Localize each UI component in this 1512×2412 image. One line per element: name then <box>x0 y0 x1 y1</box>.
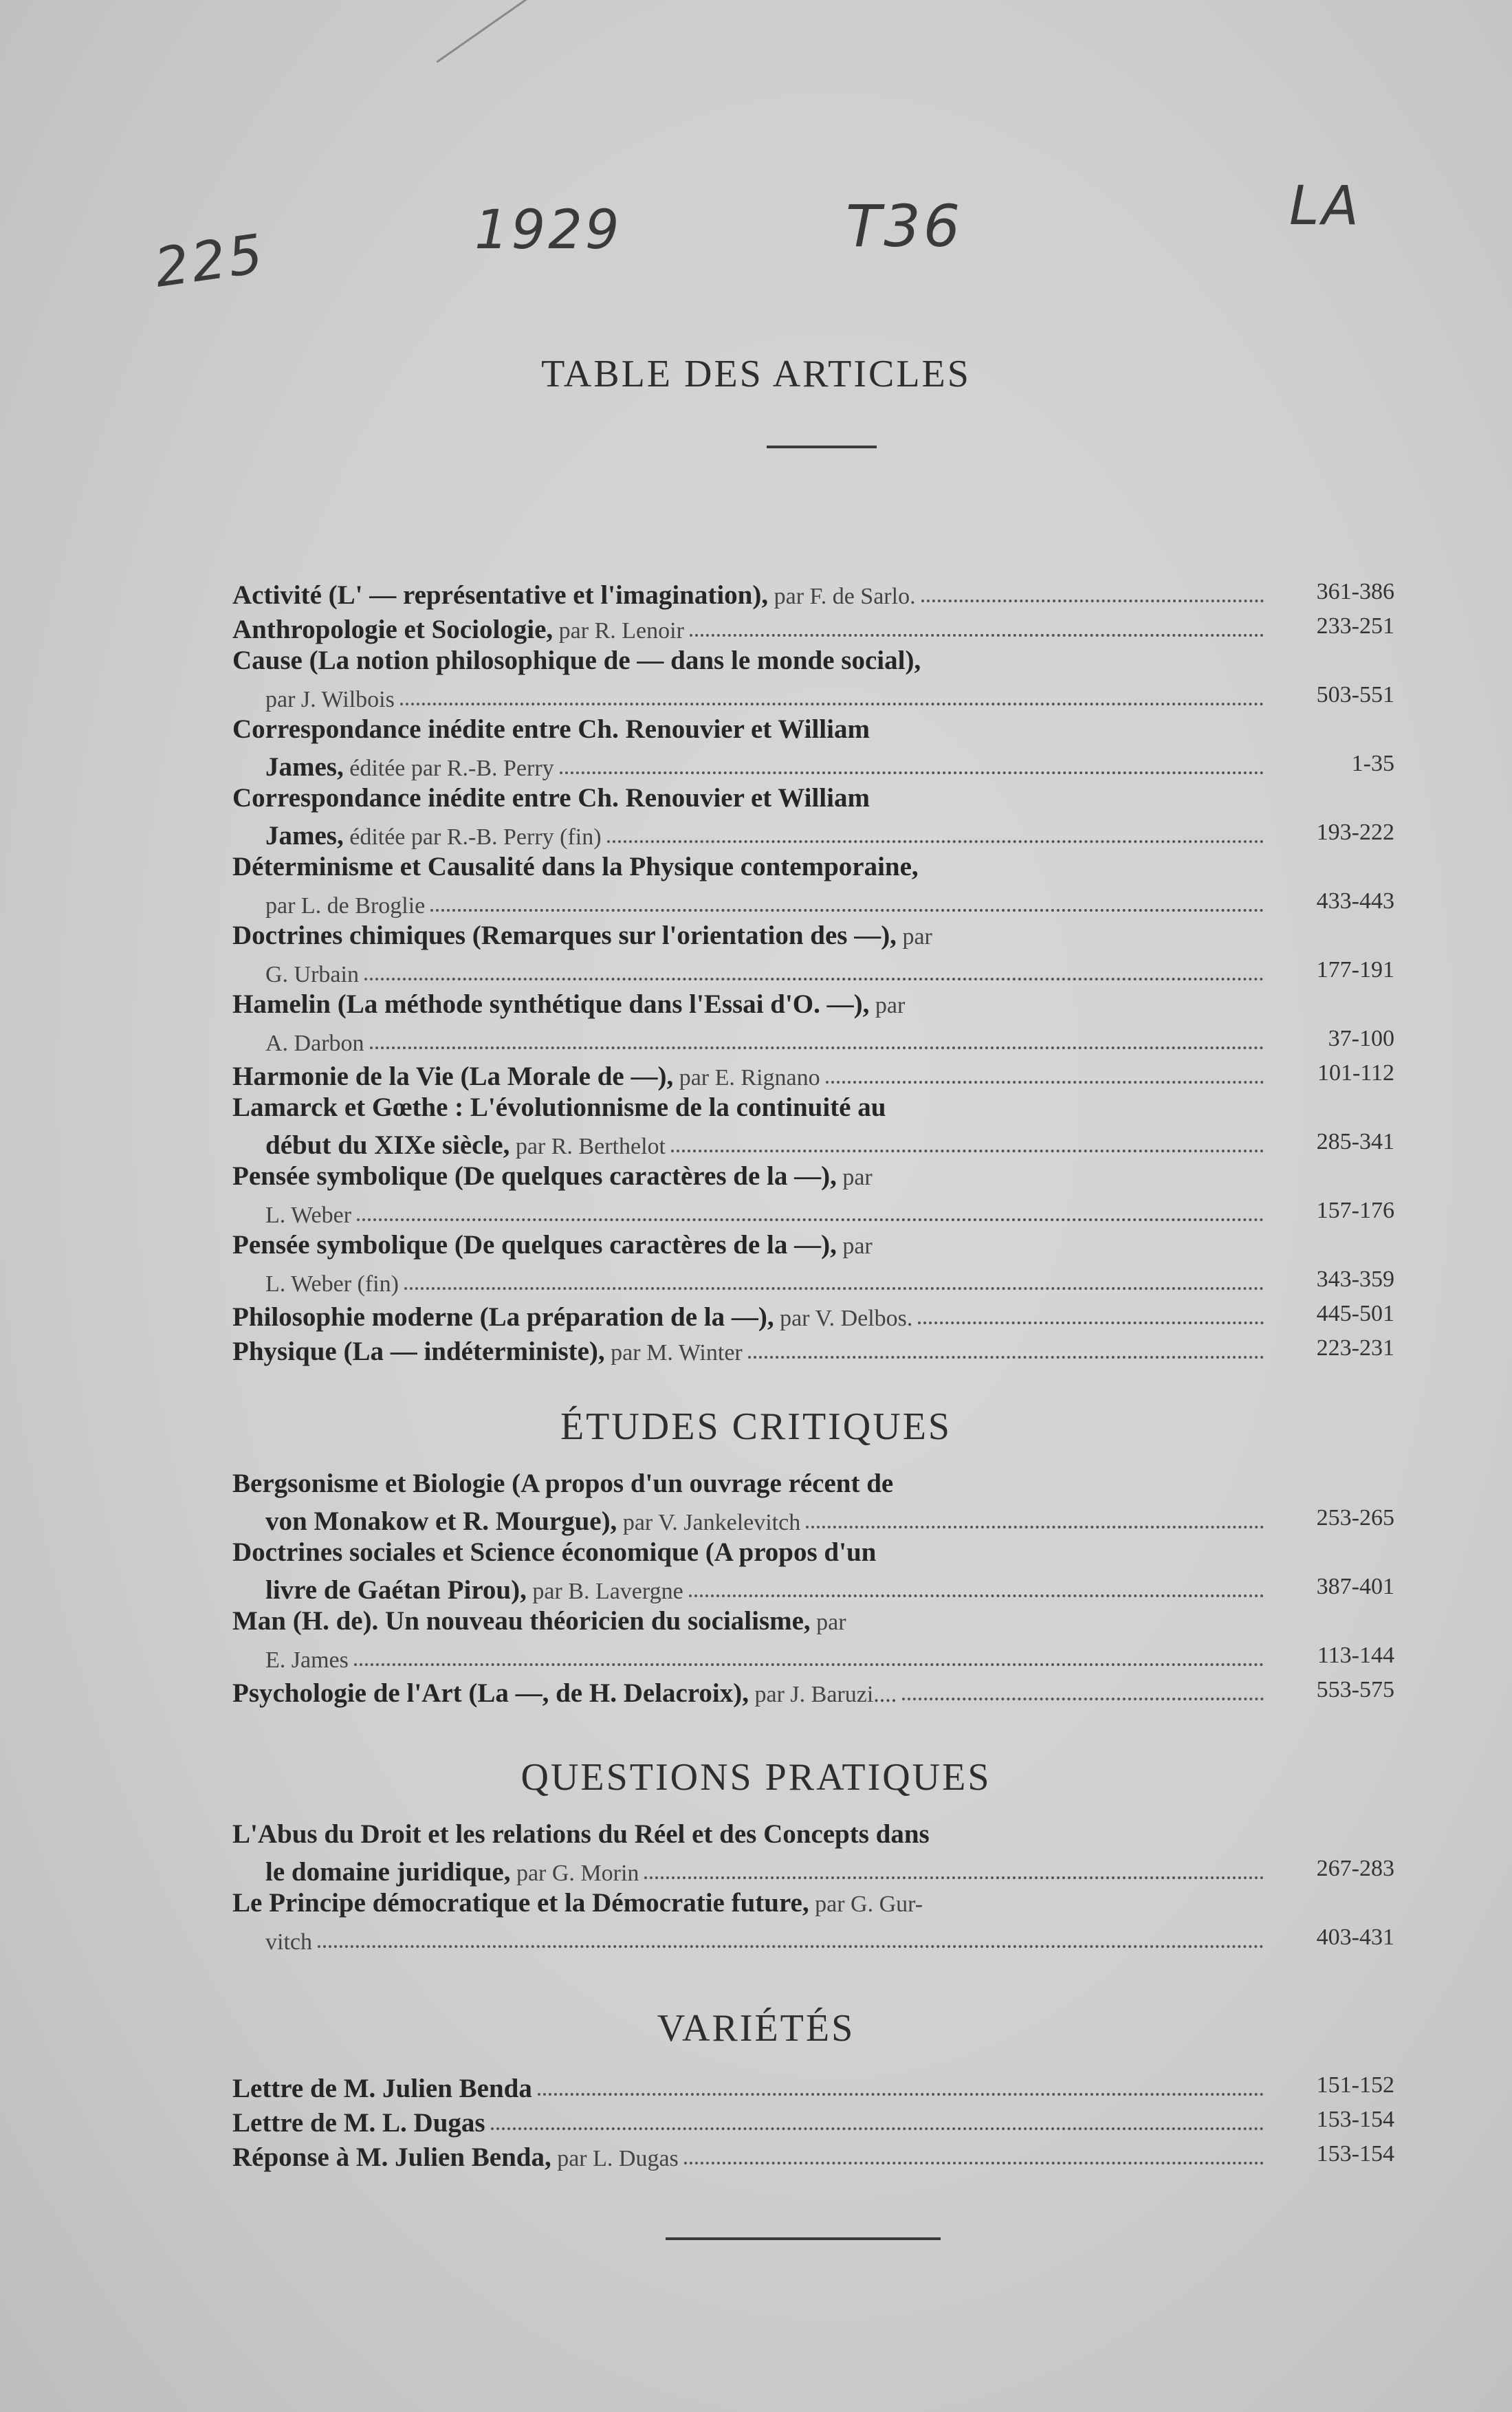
entry-subject: Anthropologie et Sociologie, <box>232 615 554 644</box>
entry-author: par <box>869 993 906 1018</box>
entry-list <box>232 1468 1394 1709</box>
entry-subject: Cause (La notion philosophique de — dans le monde social), <box>232 646 921 675</box>
dot-leader <box>689 1594 1264 1597</box>
entry-line <box>232 679 1394 714</box>
page-range: 113-144 <box>1317 1643 1394 1668</box>
entry-author: par L. de Broglie <box>265 893 426 919</box>
page-range: 387-401 <box>1316 1574 1394 1599</box>
toc-entry <box>232 1674 1394 1709</box>
entry-line <box>232 1674 1394 1709</box>
entry-author: par E. Rignano <box>673 1065 820 1090</box>
toc-entry <box>232 989 1394 1057</box>
entry-subject: début du XIXe siècle, <box>265 1130 510 1160</box>
entry-line <box>232 1887 1394 1922</box>
entry-line <box>232 1605 1394 1640</box>
dot-leader <box>400 703 1264 705</box>
title-rule <box>767 446 877 448</box>
entry-line <box>232 920 1394 954</box>
entry-author: par V. Jankelevitch <box>617 1510 801 1535</box>
bottom-rule <box>666 2237 941 2240</box>
toc-entry <box>232 714 1394 782</box>
entry-line <box>232 1195 1394 1229</box>
toc-entry <box>232 2104 1394 2138</box>
toc-entry <box>232 851 1394 920</box>
entry-subject: L'Abus du Droit et les relations du Réel et des Concepts dans <box>232 1819 930 1849</box>
pencil-stroke-mark <box>437 0 534 63</box>
toc-entry <box>232 1092 1394 1161</box>
page-range: 361-386 <box>1316 579 1394 604</box>
entry-author: A. Darbon <box>265 1031 364 1056</box>
page-range: 253-265 <box>1316 1505 1394 1531</box>
toc-entry <box>232 1161 1394 1229</box>
page-range: 285-341 <box>1316 1129 1394 1154</box>
entry-line <box>232 782 1394 817</box>
entry-author: par R. Lenoir <box>553 618 684 644</box>
toc-entry <box>232 1468 1394 1537</box>
page-range: 151-152 <box>1316 2072 1394 2098</box>
entry-subject: Harmonie de la Vie (La Morale de —), <box>232 1062 674 1091</box>
dot-leader <box>748 1356 1264 1359</box>
page-range: 101-112 <box>1317 1060 1394 1086</box>
page-range: 445-501 <box>1316 1301 1394 1326</box>
entry-subject: Lamarck et Gœthe : L'évolutionnisme de la continuité au <box>232 1093 886 1122</box>
entry-author: L. Weber <box>265 1203 352 1228</box>
entry-line <box>232 1092 1394 1126</box>
dot-leader <box>826 1081 1264 1084</box>
entry-author: E. James <box>265 1647 349 1673</box>
dot-leader <box>430 909 1264 912</box>
entry-author: par M. Winter <box>604 1340 743 1366</box>
toc-entry <box>232 2138 1394 2173</box>
dot-leader <box>690 634 1264 637</box>
entry-subject: Le Principe démocratique et la Démocratie future, <box>232 1888 809 1918</box>
entry-line <box>232 954 1394 989</box>
toc-entry <box>232 576 1394 611</box>
page-range: 433-443 <box>1316 888 1394 914</box>
entry-author: vitch <box>265 1929 312 1955</box>
section-heading: ÉTUDES CRITIQUES <box>560 1405 952 1448</box>
dot-leader <box>806 1526 1264 1528</box>
dot-leader <box>370 1046 1264 1049</box>
entry-author: L. Weber (fin) <box>265 1271 399 1297</box>
page-range: 153-154 <box>1316 2141 1394 2167</box>
entry-subject: Doctrines chimiques (Remarques sur l'orientation des —), <box>232 921 897 950</box>
page-range: 233-251 <box>1316 613 1394 639</box>
entry-subject: Activité (L' — représentative et l'imagination), <box>232 580 769 610</box>
page-range: 153-154 <box>1316 2107 1394 2132</box>
entry-subject: le domaine juridique, <box>265 1857 511 1887</box>
entry-line <box>232 1468 1394 1502</box>
entry-line <box>232 1023 1394 1057</box>
entry-author: par <box>836 1234 873 1259</box>
entry-list <box>232 2070 1394 2173</box>
toc-entry <box>232 1537 1394 1605</box>
entry-author: éditée par R.-B. Perry (fin) <box>343 824 602 850</box>
dot-leader <box>921 600 1264 602</box>
entry-line <box>232 1922 1394 1956</box>
dot-leader <box>607 840 1264 843</box>
entry-line <box>232 714 1394 748</box>
entry-line <box>232 1819 1394 1853</box>
dot-leader <box>318 1945 1264 1948</box>
page-range: 157-176 <box>1316 1198 1394 1223</box>
entry-subject: Lettre de M. Julien Benda <box>232 2074 532 2103</box>
page-range: 37-100 <box>1328 1026 1394 1051</box>
entry-line <box>232 576 1394 611</box>
entry-author: par J. Wilbois <box>265 687 395 712</box>
entry-subject: Correspondance inédite entre Ch. Renouvier et William <box>232 714 870 744</box>
dot-leader <box>538 2093 1264 2096</box>
entry-subject: livre de Gaétan Pirou), <box>265 1575 527 1605</box>
entry-subject: Pensée symbolique (De quelques caractères de la —), <box>232 1161 837 1191</box>
entry-line <box>232 1571 1394 1605</box>
entry-author: par L. Dugas <box>551 2146 679 2171</box>
entry-subject: Philosophie moderne (La préparation de la —), <box>232 1302 774 1332</box>
entry-author: G. Urbain <box>265 962 359 987</box>
entry-author: par V. Delbos. <box>774 1306 913 1331</box>
toc-entry <box>232 645 1394 714</box>
dot-leader <box>491 2127 1264 2130</box>
entry-line <box>232 817 1394 851</box>
page-range: 223-231 <box>1316 1335 1394 1361</box>
entry-subject: Déterminisme et Causalité dans la Physique contemporaine, <box>232 852 919 881</box>
entry-list <box>232 1819 1394 1956</box>
handwritten-note-year: 1929 <box>474 199 622 261</box>
toc-entry <box>232 2070 1394 2104</box>
page-range: 1-35 <box>1351 751 1394 776</box>
entry-author: par <box>810 1610 846 1635</box>
toc-entry <box>232 1887 1394 1956</box>
entry-author: par G. Morin <box>510 1861 639 1886</box>
entry-subject: von Monakow et R. Mourgue), <box>265 1506 617 1536</box>
entry-subject: Réponse à M. Julien Benda, <box>232 2142 551 2172</box>
entry-subject: James, <box>265 752 344 782</box>
toc-entry <box>232 1333 1394 1367</box>
entry-line <box>232 1298 1394 1333</box>
entry-subject: Lettre de M. L. Dugas <box>232 2108 485 2138</box>
entry-author: par <box>836 1165 873 1190</box>
toc-entry <box>232 920 1394 989</box>
entry-line <box>232 2070 1394 2104</box>
entry-line <box>232 1333 1394 1367</box>
entry-line <box>232 1161 1394 1195</box>
toc-entry <box>232 1819 1394 1887</box>
dot-leader <box>902 1698 1264 1700</box>
entry-line <box>232 1537 1394 1571</box>
entry-author: par R. Berthelot <box>510 1134 666 1159</box>
handwritten-note-code: T36 <box>846 193 963 260</box>
entry-line <box>232 1057 1394 1092</box>
entry-author: par F. de Sarlo. <box>768 584 916 609</box>
entry-line <box>232 1264 1394 1298</box>
entry-subject: Doctrines sociales et Science économique (A propos d'un <box>232 1537 877 1567</box>
page-range: 343-359 <box>1316 1267 1394 1292</box>
dot-leader <box>671 1150 1264 1152</box>
entry-author: éditée par R.-B. Perry <box>343 756 554 781</box>
entry-subject: Psychologie de l'Art (La —, de H. Delacroix), <box>232 1678 749 1708</box>
entry-subject: Physique (La — indéterministe), <box>232 1337 605 1366</box>
page-range: 177-191 <box>1316 957 1394 983</box>
entry-line <box>232 1502 1394 1537</box>
entry-subject: Correspondance inédite entre Ch. Renouvier et William <box>232 783 870 813</box>
entry-line <box>232 851 1394 886</box>
entry-line <box>232 2138 1394 2173</box>
entry-line <box>232 886 1394 920</box>
page-range: 403-431 <box>1316 1925 1394 1950</box>
entry-author: par <box>896 924 932 950</box>
dot-leader <box>354 1663 1264 1666</box>
dot-leader <box>684 2162 1264 2164</box>
entry-list <box>232 576 1394 1367</box>
entry-subject: Pensée symbolique (De quelques caractères de la —), <box>232 1230 837 1260</box>
toc-entry <box>232 1605 1394 1674</box>
toc-entry <box>232 1057 1394 1092</box>
dot-leader <box>404 1287 1264 1290</box>
dot-leader <box>918 1322 1264 1324</box>
dot-leader <box>644 1876 1264 1879</box>
entry-author: par G. Gur- <box>809 1892 923 1917</box>
section-heading: VARIÉTÉS <box>657 2007 855 2050</box>
entry-line <box>232 1640 1394 1674</box>
entry-subject: James, <box>265 821 344 851</box>
entry-author: par B. Lavergne <box>526 1579 683 1604</box>
handwritten-note-initials: LA <box>1289 175 1361 237</box>
entry-subject: Man (H. de). Un nouveau théoricien du socialisme, <box>232 1606 811 1636</box>
entry-author: par J. Baruzi.... <box>749 1682 897 1707</box>
entry-line <box>232 748 1394 782</box>
toc-entry <box>232 611 1394 645</box>
entry-line <box>232 2104 1394 2138</box>
entry-subject: Bergsonisme et Biologie (A propos d'un ouvrage récent de <box>232 1469 894 1498</box>
dot-leader <box>364 978 1264 980</box>
toc-entry <box>232 782 1394 851</box>
page-title: TABLE DES ARTICLES <box>541 353 971 395</box>
entry-line <box>232 989 1394 1023</box>
page-range: 503-551 <box>1316 682 1394 708</box>
page-range: 553-575 <box>1316 1677 1394 1702</box>
dot-leader <box>560 771 1264 774</box>
entry-line <box>232 1126 1394 1161</box>
entry-line <box>232 1853 1394 1887</box>
handwritten-note-number: 225 <box>151 223 270 300</box>
entry-line <box>232 645 1394 679</box>
page-range: 193-222 <box>1316 820 1394 845</box>
entry-line <box>232 611 1394 645</box>
entry-line <box>232 1229 1394 1264</box>
dot-leader <box>357 1218 1264 1221</box>
page-range: 267-283 <box>1316 1856 1394 1881</box>
toc-entry <box>232 1298 1394 1333</box>
section-heading: QUESTIONS PRATIQUES <box>521 1756 991 1799</box>
entry-subject: Hamelin (La méthode synthétique dans l'Essai d'O. —), <box>232 989 870 1019</box>
toc-entry <box>232 1229 1394 1298</box>
